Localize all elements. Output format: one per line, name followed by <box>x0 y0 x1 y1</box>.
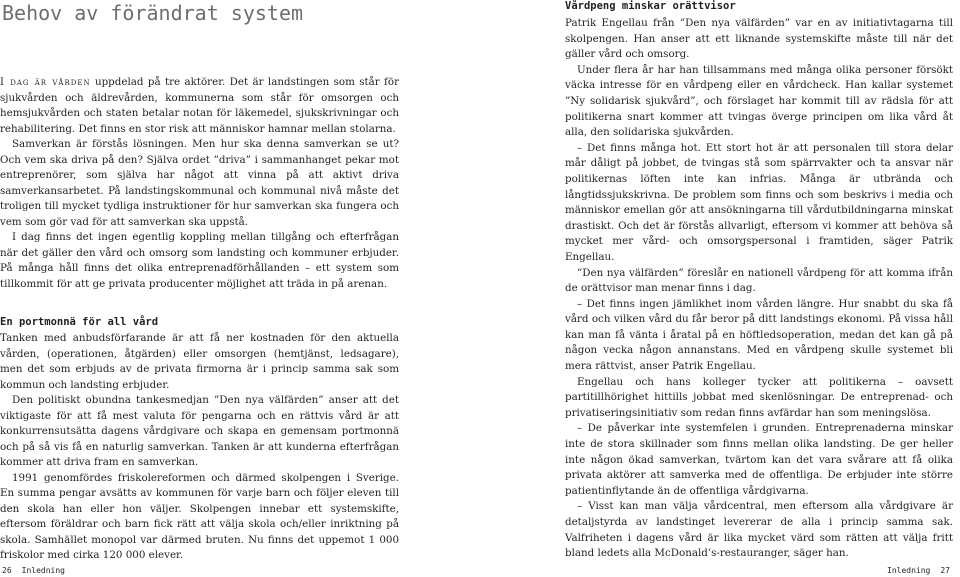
footer-right <box>887 566 950 575</box>
intro-paragraph <box>0 75 399 137</box>
paragraph: Patrik Engellau från ”Den nya välfärden” var en av initiativtagarna till skolpengen. Han anser att ett liknande systemskifte måste till när det gäller vård och omsorg. <box>565 17 953 61</box>
section-text-block <box>0 331 399 564</box>
page-title: Behov av förändrat system <box>2 1 304 25</box>
footer-section-label: Inledning <box>21 566 65 575</box>
paragraph: 1991 genomfördes friskolereformen och därmed skolpengen i Sverige. En summa pengar avsätts av kommunen för varje barn och följer eleven till den skola han eller hon väljer. Skolpengen innebar ett systemskifte, eftersom föräldrar och barn fick rätt att välja skola och/eller inriktning på skola. Samhället monopol var därmed bruten. Nu finns det uppemot 1 000 friskolor med cirka 120 000 elever. <box>0 471 399 561</box>
intro-text-block <box>0 75 399 292</box>
paragraph: Den politiskt obundna tankesmedjan ”Den nya välfärden” anser att det viktigaste för att få mest valuta för pengarna och en rättvis vård är att konkurrensutsätta dagens vårdgivare och skapa en gemensam portmonnä och på så vis få en naturlig samverkan. Tanken är att kunderna efterfrågan kommer att driva fram en samverkan. <box>0 394 399 468</box>
right-page <box>480 0 960 577</box>
section-heading: En portmonnä för all vård <box>0 316 159 328</box>
paragraph: – Det finns ingen jämlikhet inom vården längre. Hur snabbt du ska få vård och vilken vård du får beror på ditt landstings ekonomi. På vissa håll kan man få vänta i åratal på en höftledsoperation, medan det kan gå på någon vecka någon annanstans. Med en vårdpeng skulle systemet bli mera rättvist, anser Patrik Engellau. <box>565 297 953 373</box>
paragraph: Tanken med anbudsförfarande är att få ner kostnaden för den aktuella vården, (operationen, åtgärden) eller omsorgen (hemtjänst, ledsagare), men det som erbjuds av de privata firmorna är i princip samma sak som kommun och landsting erbjuder. <box>0 332 399 391</box>
intro-smallcaps: I dag är vården <box>0 77 91 88</box>
page-number: 26 <box>2 566 12 575</box>
footer-section-label: Inledning <box>887 566 931 575</box>
box-text-block <box>565 16 953 562</box>
paragraph: – Visst kan man välja vårdcentral, men eftersom alla vårdgivare är detaljstyrda av landstinget levererar de alla i princip samma sak. Valfriheten i dagens vård är lika mycket värd som rätten att välja fritt bland ledets alla McDonald’s-restauranger, säger han. <box>565 500 953 560</box>
box-heading: Vårdpeng minskar orättvisor <box>565 0 736 12</box>
paragraph: Under flera år har han tillsammans med många olika personer försökt väcka intresse för en vårdpeng eller en vårdcheck. Han kallar systemet ”Ny solidarisk sjukvård”, och förslaget har kommit till av rädsla för att politikerna snart kommer att tvingas överge principen om lika vård åt alla, den solidariska sjukvården. <box>565 63 953 139</box>
intro-paragraph-body: uppdelad på tre aktörer. Det är landstingen som står för sjukvården och äldrevården, kommunerna som står för omsorgen och hemsjukvården och staten betalar notan för läkemedel, sjukskrivningar och rehabilitering. Det finns en stor risk att människor hamnar mellan stolarna. <box>0 76 399 135</box>
footer-left <box>2 566 65 575</box>
paragraph: – De påverkar inte systemfelen i grunden. Entreprenaderna minskar inte de stora skillnader som finns mellan olika landsting. De ger heller inte någon ökad samverkan, tvärtom kan det vara svårare att få olika privata aktörer att samverka med de offentliga. De erbjuder inte större patientinflytande än de offentliga vårdgivarna. <box>565 422 953 497</box>
page-number: 27 <box>940 566 950 575</box>
paragraph: – Det finns många hot. Ett stort hot är att personalen till stora delar mår dåligt på jobbet, de tvingas stå som spärrvakter och ta ansvar när politikernas löften inte kan infrias. Många är utbrända och långtidssjukskrivna. De problem som finns och som beskrivs i media och människor emellan gör att ansökningarna till vårdutbildningarna minskat drastiskt. Och det är förstås allvarligt, eftersom vi kommer att behöva så mycket mer vård- och omsorgspersonal i framtiden, säger Patrik Engellau. <box>565 141 953 263</box>
paragraph: I dag finns det ingen egentlig koppling mellan tillgång och efterfrågan när det gäller den vård och omsorg som landsting och kommuner erbjuder. På många håll finns det olika entreprenadförhållanden – ett system som tillkommit för att ge privata producenter möjlighet att träda in på arenan. <box>0 231 399 290</box>
paragraph: Engellau och hans kolleger tycker att politikerna – oavsett partitillhörighet hittills jobbat med skenlösningar. De entreprenad- och privatiseringsinitiativ som redan finns avfärdar han som meningslösa. <box>565 375 953 419</box>
paragraph: Samverkan är förstås lösningen. Men hur ska denna samverkan se ut? Och vem ska driva på den? Själva ordet ”driva” i sammanhanget pekar mot entreprenörer, som själva har något att vinna på att aktivt driva samverkansarbetet. På landstingskommunal och kommunal nivå måste det troligen till mycket tydliga instruktioner för hur samverkan ska fungera och vem som gör vad för att samverkan ska uppstå. <box>0 138 399 228</box>
paragraph: ”Den nya välfärden” föreslår en nationell vårdpeng för att komma ifrån de orättvisor man menar finns i dag. <box>565 266 953 295</box>
